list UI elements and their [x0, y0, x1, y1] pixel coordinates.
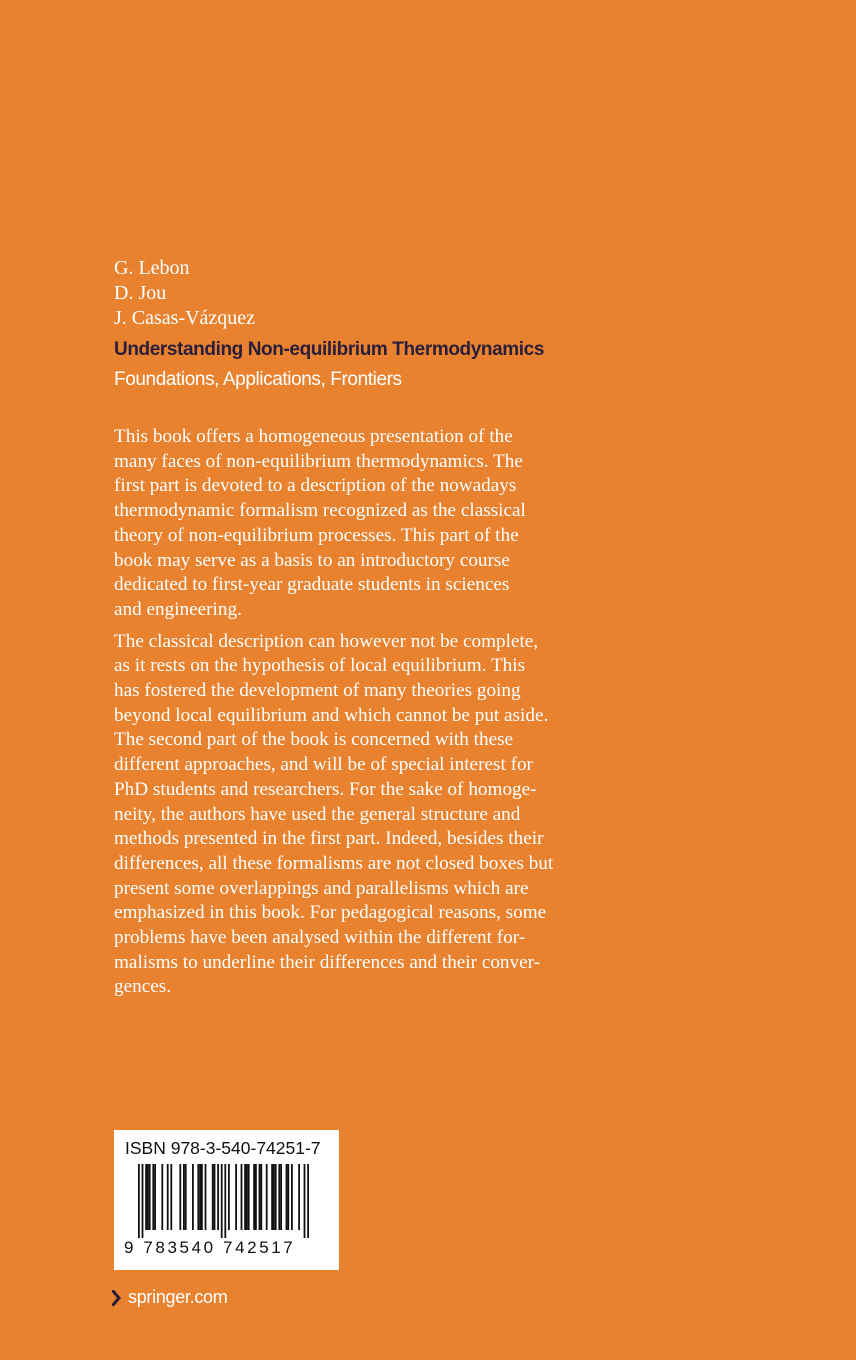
text-line: problems have been analysed within the different for-: [114, 927, 526, 949]
text-line: beyond local equilibrium and which cannot be put aside.: [114, 704, 549, 726]
text-line: as it rests on the hypothesis of local equilibrium. This: [114, 655, 526, 677]
publisher-link[interactable]: [112, 1287, 227, 1308]
barcode-bar: [273, 1164, 275, 1230]
blurb-paragraph-2: [114, 630, 634, 1001]
barcode-bar: [145, 1164, 147, 1230]
barcode-bar: [192, 1164, 194, 1230]
barcode-bar: [138, 1164, 140, 1238]
chevron-right-icon: [112, 1290, 121, 1306]
barcode-digits: 9 783540 742517: [124, 1238, 296, 1257]
barcode-bar: [259, 1164, 261, 1230]
barcode-bar: [214, 1164, 216, 1230]
barcode-bar: [154, 1164, 156, 1230]
author-name: D. Jou: [114, 282, 167, 304]
barcode-bar: [278, 1164, 280, 1230]
barcode-bar: [298, 1164, 300, 1230]
book-subtitle: Foundations, Applications, Frontiers: [114, 369, 402, 390]
barcode-bar: [286, 1164, 288, 1230]
author-name: J. Casas-Vázquez: [114, 307, 256, 329]
barcode-bar: [260, 1164, 262, 1230]
text-line: malisms to underline their differences and their conver-: [114, 951, 541, 973]
authors: [114, 256, 255, 331]
barcode-bar: [197, 1164, 199, 1230]
barcode-bar: [307, 1164, 309, 1238]
text-line: theory of non-equilibrium processes. This part of the: [114, 524, 519, 546]
text-line: emphasized in this book. For pedagogical reasons, some: [114, 902, 547, 924]
barcode-bars: [120, 1164, 333, 1238]
barcode-bar: [185, 1164, 187, 1230]
book-title: Understanding Non-equilibrium Thermodynamics: [114, 339, 544, 360]
text-line: present some overlappings and parallelisms which are: [114, 877, 529, 899]
barcode-bar: [235, 1164, 237, 1230]
barcode-bar: [170, 1164, 172, 1230]
barcode-bar: [167, 1164, 169, 1230]
barcode-bar: [228, 1164, 230, 1230]
barcode-bar: [304, 1164, 306, 1238]
barcode-bar: [291, 1164, 293, 1230]
barcode-bar: [179, 1164, 181, 1230]
barcode-bar: [183, 1164, 185, 1230]
barcode-bar: [224, 1164, 226, 1238]
barcode-bar: [271, 1164, 273, 1230]
barcode-bar: [287, 1164, 289, 1230]
publisher-url: springer.com: [128, 1287, 228, 1307]
text-line: dedicated to first-year graduate students in sciences: [114, 574, 510, 596]
isbn-label: ISBN 978-3-540-74251-7: [125, 1138, 321, 1158]
text-line: The classical description can however not be complete,: [114, 630, 539, 652]
barcode-bar: [244, 1164, 246, 1230]
barcode-bar: [280, 1164, 282, 1230]
barcode-bar: [147, 1164, 149, 1230]
text-line: The second part of the book is concerned with these: [114, 729, 514, 751]
barcode-bar: [161, 1164, 163, 1230]
text-line: gences.: [114, 976, 172, 998]
barcode-bar: [248, 1164, 250, 1230]
text-line: differences, all these formalisms are not closed boxes but: [114, 852, 554, 874]
barcode-bar: [255, 1164, 257, 1230]
text-line: methods presented in the first part. Indeed, besides their: [114, 828, 544, 850]
barcode-bar: [142, 1164, 144, 1238]
text-line: many faces of non-equilibrium thermodynamics. The: [114, 450, 523, 472]
barcode-bar: [149, 1164, 151, 1230]
isbn-barcode: [114, 1130, 339, 1270]
barcode-bar: [152, 1164, 154, 1230]
author-name: G. Lebon: [114, 257, 190, 279]
barcode-bar: [253, 1164, 255, 1230]
blurb-paragraph-1: [114, 425, 634, 623]
text-line: PhD students and researchers. For the sake of homoge-: [114, 778, 537, 800]
barcode-bar: [212, 1164, 214, 1230]
text-line: book may serve as a basis to an introductory course: [114, 549, 510, 571]
text-line: neity, the authors have used the general structure and: [114, 803, 521, 825]
barcode-bar: [201, 1164, 203, 1230]
barcode-bar: [241, 1164, 243, 1230]
text-line: and engineering.: [114, 598, 242, 620]
barcode-bar: [246, 1164, 248, 1230]
text-line: thermodynamic formalism recognized as the classical: [114, 500, 526, 522]
text-line: has fostered the development of many theories going: [114, 680, 521, 702]
barcode-bar: [221, 1164, 223, 1238]
back-cover-blurb: [114, 425, 634, 1000]
barcode-bar: [205, 1164, 207, 1230]
text-line: different approaches, and will be of special interest for: [114, 754, 533, 776]
barcode-bar: [199, 1164, 201, 1230]
text-line: first part is devoted to a description of the nowadays: [114, 475, 517, 497]
text-line: This book offers a homogeneous presentation of the: [114, 426, 513, 447]
barcode-bar: [275, 1164, 277, 1230]
barcode-bar: [266, 1164, 268, 1230]
barcode-bar: [217, 1164, 219, 1230]
